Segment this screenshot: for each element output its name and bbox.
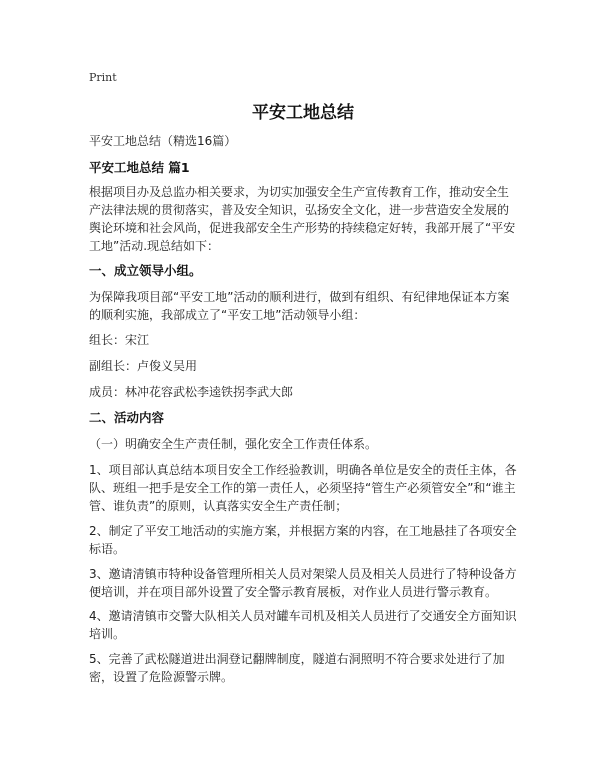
heading-activities: 二、活动内容: [89, 410, 165, 425]
page-title: 平安工地总结: [252, 103, 354, 123]
activity-item-1: 1、项目部认真总结本项目安全工作经验教训，明确各单位是安全的责任主体，各队、班组一把手是安全工作的第一责任人，必须坚持“管生产必须管安全”和“谁主管、谁负责”的原则，认真落实安全生产责任制；: [89, 463, 517, 513]
group-leader: 组长：宋江: [89, 333, 150, 347]
subtitle: 平安工地总结（精选16篇）: [89, 134, 237, 148]
members: 成员：林冲花容武松李逵铁拐李武大郎: [89, 385, 294, 399]
print-link[interactable]: Print: [89, 71, 117, 84]
activity-item-5: 5、完善了武松隧道进出洞登记翻牌制度，隧道右洞照明不符合要求处进行了加密，设置了危险源警示牌。: [89, 652, 505, 684]
leadership-paragraph: 为保障我项目部“平安工地”活动的顺利进行，做到有组织、有纪律地保证本方案的顺利实施，我部成立了“平安工地”活动领导小组：: [89, 290, 510, 322]
activity-item-2: 2、制定了平安工地活动的实施方案，并根据方案的内容，在工地悬挂了各项安全标语。: [89, 524, 517, 556]
section-title: 平安工地总结 篇1: [89, 160, 190, 175]
vice-leader: 副组长：卢俊义吴用: [89, 359, 198, 373]
activity-item-3: 3、邀请清镇市特种设备管理所相关人员对架梁人员及相关人员进行了特种设备方便培训，并在项目部外设置了安全警示教育展板，对作业人员进行警示教育。: [89, 567, 517, 599]
intro-paragraph: 根据项目办及总监办相关要求，为切实加强安全生产宣传教育工作，推动安全生产法律法规的贯彻落实，普及安全知识，弘扬安全文化，进一步营造安全发展的舆论环境和社会风尚，促进我部安全生产形势的持续稳定好转，我部开展了“平安工地”活动.现总结如下：: [89, 185, 516, 253]
sub-heading-responsibility: （一）明确安全生产责任制，强化安全工作责任体系。: [89, 437, 378, 451]
activity-item-4: 4、邀请清镇市交警大队相关人员对罐车司机及相关人员进行了交通安全方面知识培训。: [89, 609, 517, 641]
heading-leadership-group: 一、成立领导小组。: [89, 263, 202, 278]
